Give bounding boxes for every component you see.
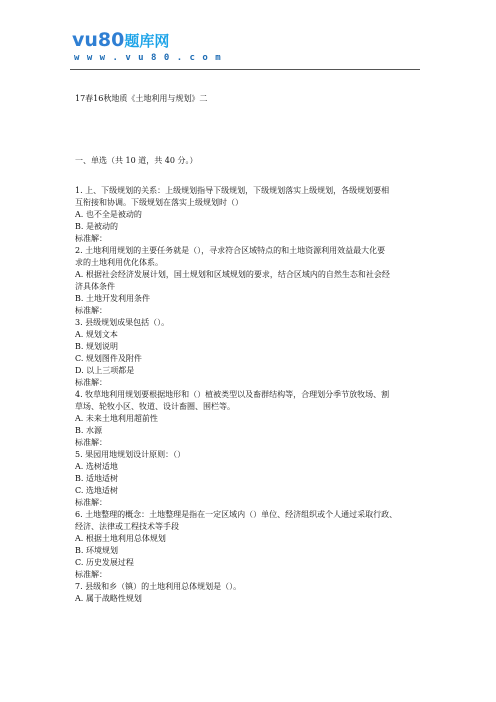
question-stem-line: 互衔接和协调。下级规划在落实上级规划时（） xyxy=(75,198,243,207)
answer-option: C. 历史发展过程 xyxy=(75,558,134,567)
standard-answer-label: 标准解： xyxy=(75,378,107,387)
answer-option: B. 水源 xyxy=(75,426,102,435)
question-list xyxy=(75,185,430,605)
document-title: 17春16秋地质《土地利用与规划》二 xyxy=(75,94,208,103)
question-stem-line: 6. 土地整理的概念：土地整理是指在一定区域内（）单位、经济组织或个人通过采取行政、 xyxy=(75,510,398,519)
answer-option: C. 规划图件及附件 xyxy=(75,354,142,363)
question-item xyxy=(75,389,430,449)
question-stem-line: 草场、轮牧小区、牧道、设计畜圈、围栏等。 xyxy=(75,402,235,411)
answer-option: A. 选树适地 xyxy=(75,462,118,471)
standard-answer-label: 标准解： xyxy=(75,570,107,579)
question-stem-line: 3. 县级规划成果包括（）。 xyxy=(75,318,170,327)
logo-brand-cn: 题库网 xyxy=(124,32,170,50)
standard-answer-label: 标准解： xyxy=(75,438,107,447)
answer-option: A. 也不全是被动的 xyxy=(75,210,142,219)
answer-option: A. 属于战略性规划 xyxy=(75,594,142,603)
logo-wordmark xyxy=(72,30,169,51)
standard-answer-label: 标准解： xyxy=(75,498,107,507)
answer-option: 济具体条件 xyxy=(75,282,115,291)
standard-answer-label: 标准解： xyxy=(75,234,107,243)
question-item xyxy=(75,245,430,317)
question-stem-line: 求的土地利用优化体系。 xyxy=(75,258,163,267)
answer-option: A. 根据社会经济发展计划，国土规划和区域规划的要求，结合区域内的自然生态和社会经 xyxy=(75,270,390,279)
answer-option: C. 选地适树 xyxy=(75,486,118,495)
question-item xyxy=(75,509,430,581)
question-item xyxy=(75,581,430,605)
answer-option: B. 是被动的 xyxy=(75,222,118,231)
section-heading: 一、单选（共 10 道，共 40 分。） xyxy=(75,156,198,165)
question-stem-line: 经济、法律或工程技术等手段 xyxy=(75,522,179,531)
question-stem-line: 5. 果园用地规划设计原则：（） xyxy=(75,450,186,459)
answer-option: B. 适地适树 xyxy=(75,474,118,483)
site-logo[interactable] xyxy=(72,29,222,70)
question-stem-line: 2. 土地利用规划的主要任务就是（），寻求符合区域特点的和土地资源利用效益最大化要 xyxy=(75,246,386,255)
question-item xyxy=(75,185,430,245)
answer-option: A. 根据土地利用总体规划 xyxy=(75,534,166,543)
question-stem-line: 4. 牧草地利用规划要根据地形和（）植被类型以及畜群结构等，合理划分季节放牧场、割 xyxy=(75,390,390,399)
question-stem-line: 1. 上、下级规划的关系：上级规划指导下级规划，下级规划落实上级规划，各级规划要相 xyxy=(75,186,390,195)
answer-option: A. 规划文本 xyxy=(75,330,118,339)
answer-option: B. 土地开发利用条件 xyxy=(75,294,150,303)
answer-option: B. 环境规划 xyxy=(75,546,118,555)
question-item xyxy=(75,449,430,509)
header-divider xyxy=(70,69,420,70)
answer-option: A. 未来土地利用超前性 xyxy=(75,414,158,423)
answer-option: B. 规划说明 xyxy=(75,342,118,351)
question-item xyxy=(75,317,430,389)
question-stem-line: 7. 县级和乡（镇）的土地利用总体规划是（）。 xyxy=(75,582,242,591)
answer-option: D. 以上三项都是 xyxy=(75,366,135,375)
logo-url: w w w . v u 8 0 . c o m xyxy=(74,53,222,63)
logo-brand: vu80 xyxy=(72,29,125,51)
standard-answer-label: 标准解： xyxy=(75,306,107,315)
